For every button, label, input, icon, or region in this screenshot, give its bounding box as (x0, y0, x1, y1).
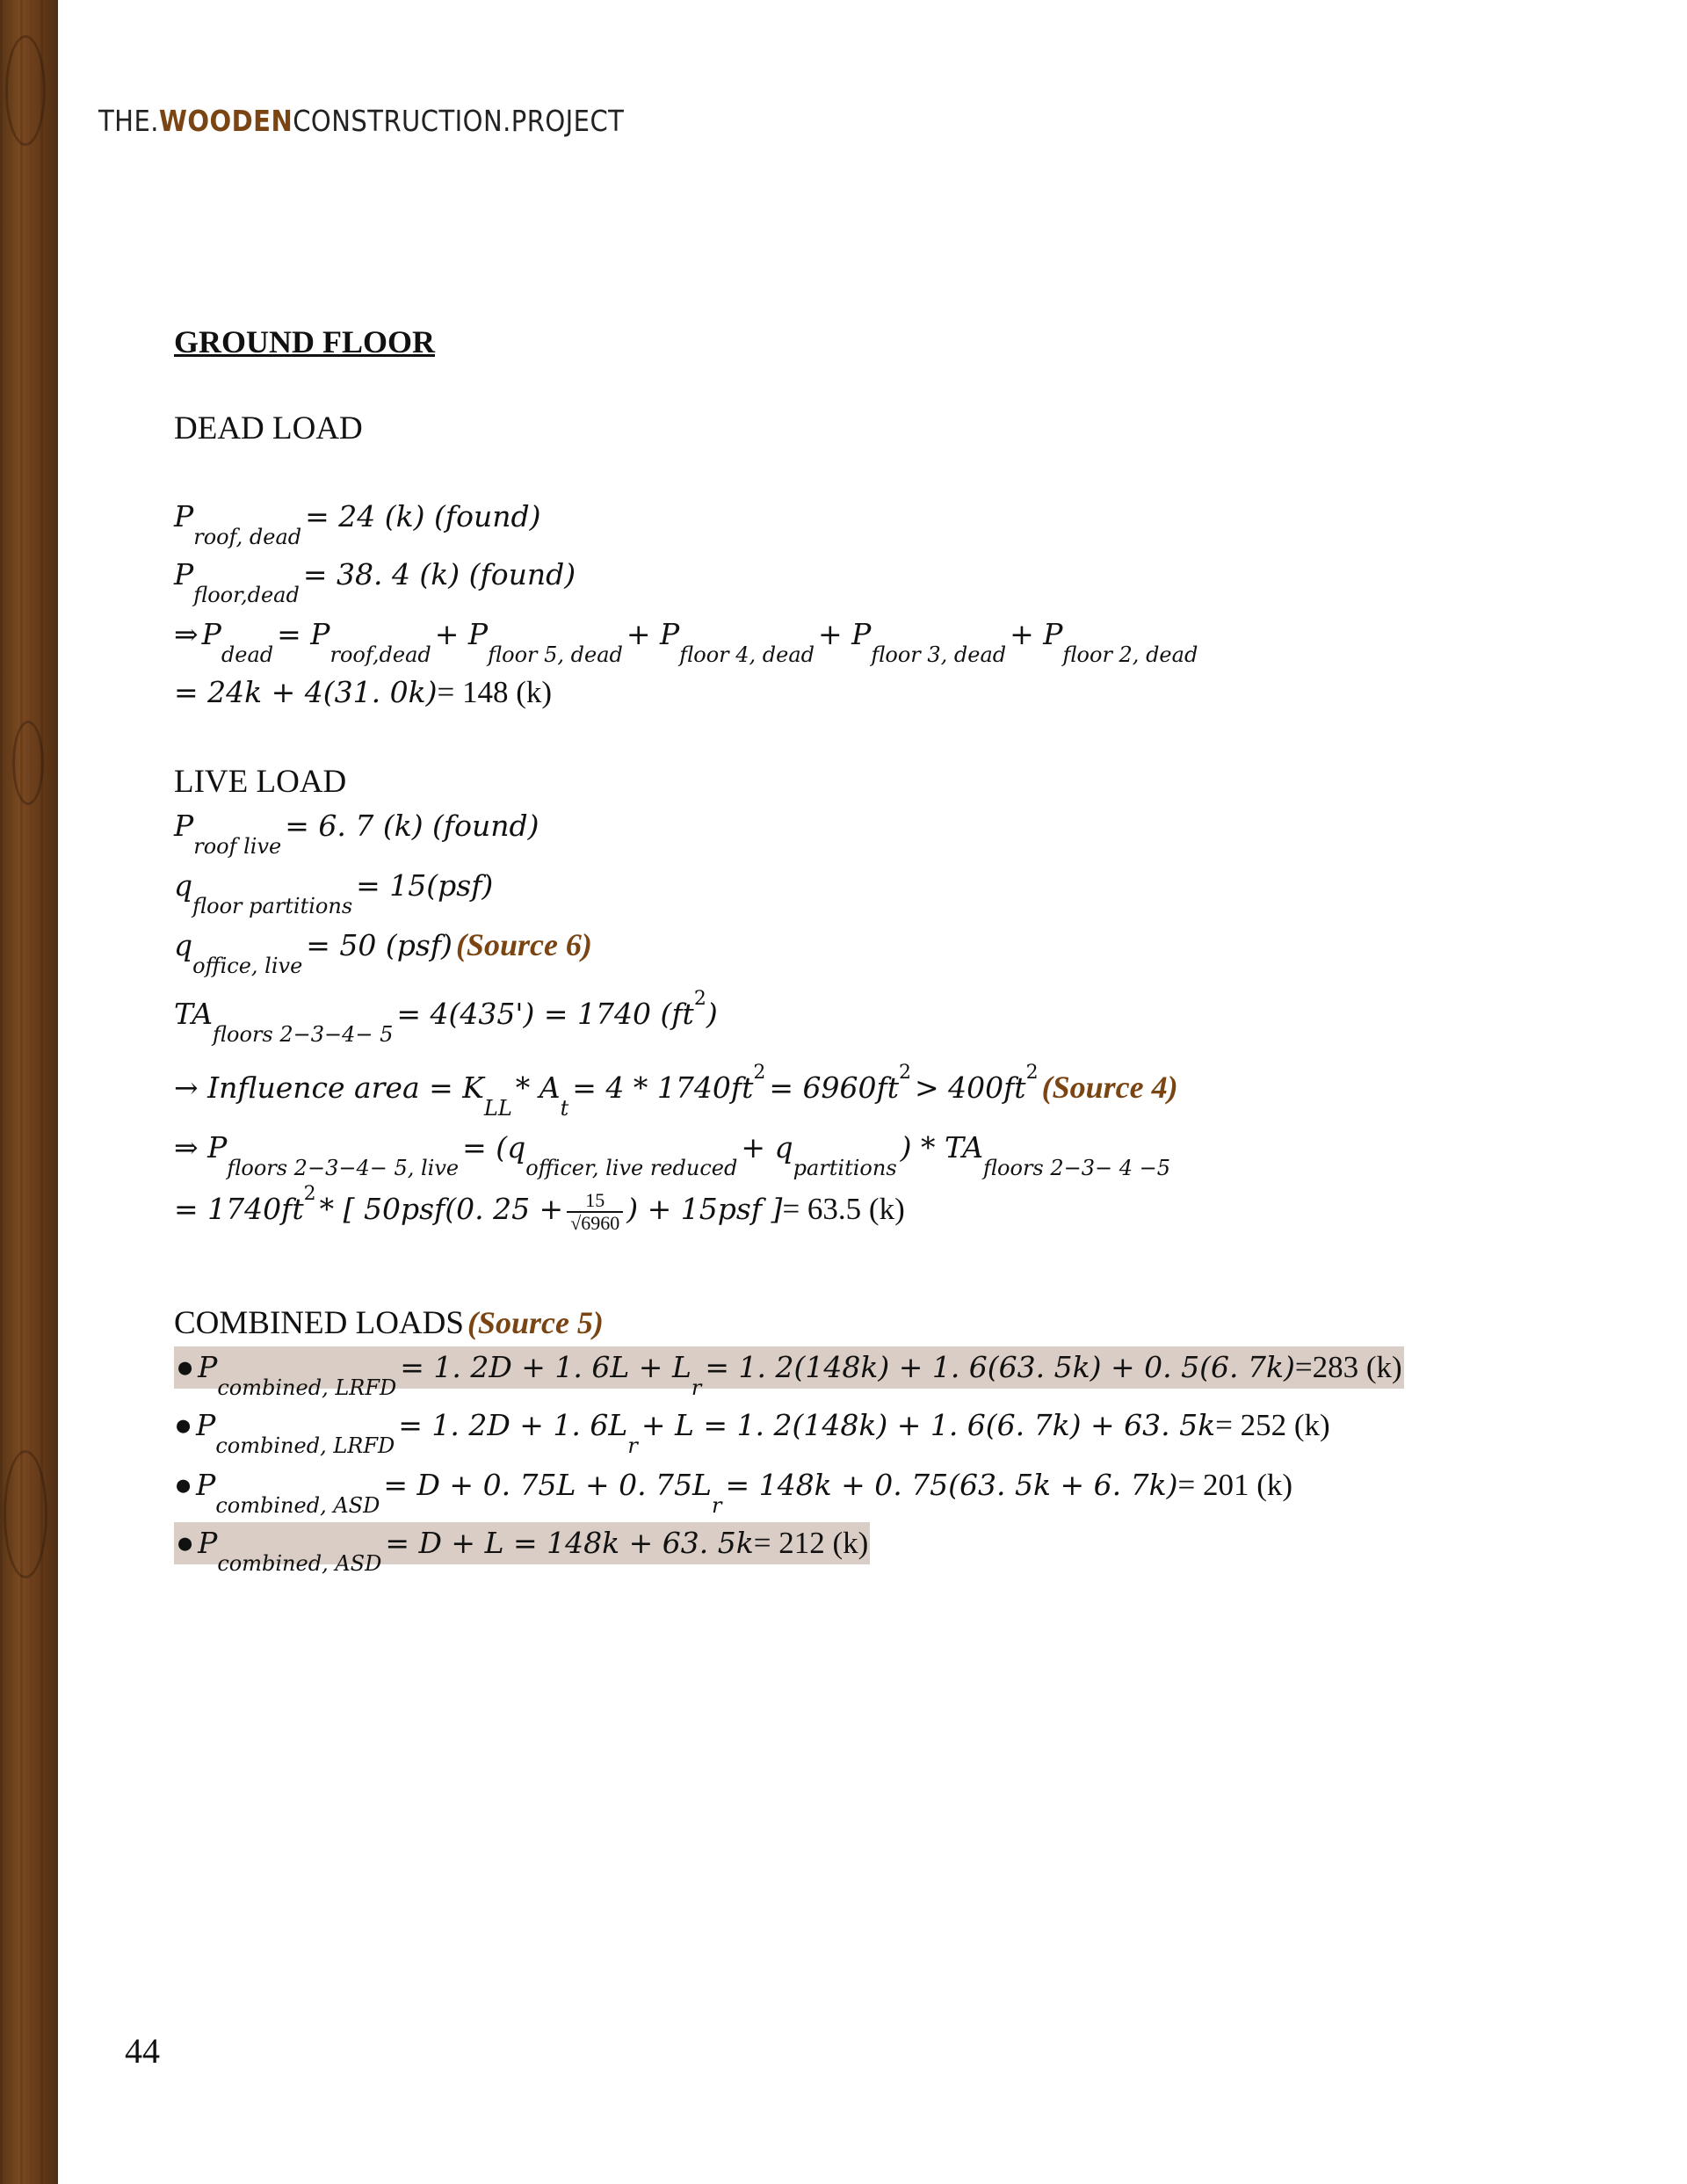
header-brand: WOODEN (158, 104, 293, 138)
floor-dead-equation: Pfloor,dead = 38. 4 (k) (found) (174, 557, 576, 607)
source-4-citation: (Source 4) (1041, 1070, 1178, 1105)
bullet: ● (174, 1468, 193, 1502)
wood-knot (5, 35, 46, 146)
header-suffix: CONSTRUCTION.PROJECT (293, 104, 625, 138)
fraction: $\frac{15}{√6960}$ (567, 1190, 623, 1234)
live-result: = 1740ft2 * [ 50psf(0. 25 + $\frac{15}{√6960}$ ) + 15psf ]= 63.5 (k) (174, 1183, 905, 1235)
combined-loads-heading: COMBINED LOADS (Source 5) (174, 1305, 604, 1341)
section-title: GROUND FLOOR (174, 324, 435, 359)
live-load-label: LIVE LOAD (174, 764, 347, 800)
combined-row-lrfd-1: ● Pcombined, LRFD = 1. 2D + 1. 6L + Lr = 1. 2(148k) + 1. 6(63. 5k) + 0. 5(6. 7k)=283 (k) (174, 1346, 1404, 1389)
roof-live-equation: Proof live = 6. 7 (k) (found) (174, 809, 539, 859)
tributary-area-equation: TAfloors 2−3−4− 5 = 4(435') = 1740 (ft2) (174, 988, 718, 1047)
dead-result: = 24k + 4(31. 0k)= 148 (k) (174, 675, 553, 709)
wood-border (0, 0, 58, 2184)
floor-partitions-equation: qfloor partitions = 15(psf) (174, 868, 494, 918)
dead-sum-equation: ⇒ Pdead = Proof,dead + Pfloor 5, dead + Pfloor 4, dead + Pfloor 3, dead + Pfloor 2, dead (174, 617, 1198, 667)
source-6-citation: (Source 6) (455, 927, 592, 962)
combined-row-asd-1: ● Pcombined, ASD = D + 0. 75L + 0. 75Lr = 148k + 0. 75(63. 5k + 6. 7k)= 201 (k) (174, 1468, 1293, 1518)
combined-row-asd-2: ● Pcombined, ASD = D + L = 148k + 63. 5k= 212 (k) (174, 1522, 870, 1564)
bullet: ● (176, 1526, 195, 1560)
page-header (98, 104, 624, 138)
header-prefix: THE. (98, 104, 159, 138)
dead-load-label: DEAD LOAD (174, 410, 363, 446)
bullet: ● (176, 1350, 195, 1384)
wood-knot (12, 721, 44, 805)
bullet: ● (174, 1408, 193, 1442)
office-live-equation: qoffice, live = 50 (psf) (Source 6) (174, 927, 592, 978)
source-5-citation: (Source 5) (467, 1305, 604, 1340)
live-sum-equation: ⇒ Pfloors 2−3−4− 5, live = (qofficer, live reduced + qpartitions ) * TAfloors 2−3− 4 −5 (174, 1130, 1171, 1180)
influence-area-equation: → Influence area = KLL * At = 4 * 1740ft2 = 6960ft2 > 400ft2 (Source 4) (174, 1062, 1178, 1121)
wood-knot (4, 1450, 47, 1578)
roof-dead-equation: Proof, dead = 24 (k) (found) (174, 499, 541, 549)
combined-row-lrfd-2: ● Pcombined, LRFD = 1. 2D + 1. 6Lr + L = 1. 2(148k) + 1. 6(6. 7k) + 63. 5k= 252 (k) (174, 1408, 1330, 1458)
page-number: 44 (125, 2031, 160, 2071)
